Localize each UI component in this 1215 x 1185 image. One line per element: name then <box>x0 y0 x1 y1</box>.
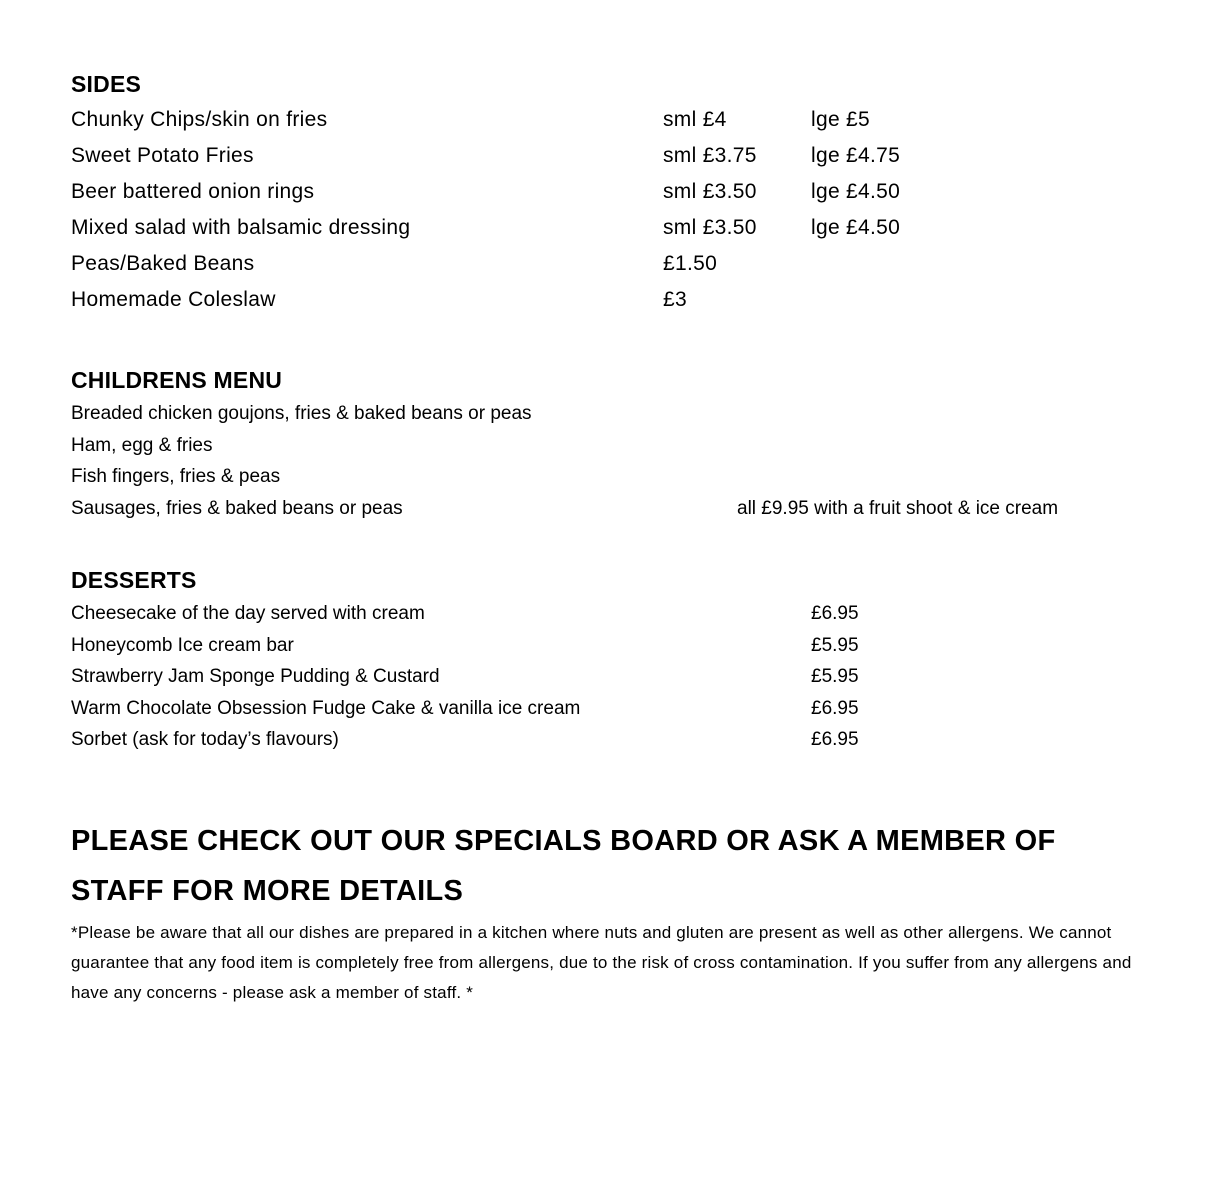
side-item <box>71 102 1161 138</box>
dessert-item-name: Sorbet (ask for today’s flavours) <box>71 729 339 750</box>
side-item-name: Mixed salad with balsamic dressing <box>71 216 411 239</box>
childrens-menu-item <box>71 398 1161 430</box>
side-item-name: Peas/Baked Beans <box>71 252 255 275</box>
dessert-item-name: Honeycomb Ice cream bar <box>71 634 294 656</box>
side-item <box>71 174 1161 210</box>
side-item-name: Sweet Potato Fries <box>71 144 254 167</box>
side-item-price-small: sml £3.50 <box>663 216 757 239</box>
side-item-price-large: lge £5 <box>811 108 871 131</box>
side-item <box>71 282 1161 318</box>
dessert-item <box>71 661 1161 693</box>
side-item-name: Homemade Coleslaw <box>71 288 276 311</box>
side-item-price-large: lge £4.50 <box>811 216 901 239</box>
dessert-item-price: £5.95 <box>811 666 859 687</box>
childrens-menu-item-name: Sausages, fries & baked beans or peas <box>71 497 403 519</box>
childrens-menu-item <box>71 461 1161 493</box>
side-item <box>71 246 1161 282</box>
dessert-item <box>71 598 1161 630</box>
childrens-menu-item <box>71 430 1161 462</box>
desserts-section <box>71 562 1161 756</box>
dessert-item-name: Cheesecake of the day served with cream <box>71 603 425 624</box>
childrens-menu-item-name: Ham, egg & fries <box>71 434 213 456</box>
dessert-item-price: £5.95 <box>811 634 859 656</box>
dessert-item <box>71 724 1161 756</box>
side-item-name: Chunky Chips/skin on fries <box>71 108 328 131</box>
dessert-item-price: £6.95 <box>811 729 859 750</box>
specials-notice: PLEASE CHECK OUT OUR SPECIALS BOARD OR ASK A MEMBER OF STAFF FOR MORE DETAILS <box>71 824 1056 907</box>
side-item-price-small: sml £3.50 <box>663 180 757 203</box>
side-item <box>71 138 1161 174</box>
dessert-item <box>71 630 1161 662</box>
side-item-price-large: lge £4.50 <box>811 180 901 203</box>
childrens-menu-section <box>71 362 1161 524</box>
dessert-item-name: Strawberry Jam Sponge Pudding & Custard <box>71 666 440 687</box>
childrens-menu-item-name: Breaded chicken goujons, fries & baked beans or peas <box>71 403 532 424</box>
side-item-name: Beer battered onion rings <box>71 180 315 203</box>
side-item-price: £3 <box>663 288 687 311</box>
side-item-price: £1.50 <box>663 252 718 275</box>
side-item-price-small: sml £4 <box>663 108 727 131</box>
dessert-item-price: £6.95 <box>811 697 859 719</box>
childrens-menu-item <box>71 493 1161 525</box>
desserts-heading: DESSERTS <box>71 567 197 593</box>
side-item-price-large: lge £4.75 <box>811 144 901 167</box>
childrens-menu-price-note: all £9.95 with a fruit shoot & ice cream <box>737 497 1059 519</box>
sides-heading: SIDES <box>71 71 142 97</box>
menu-page <box>71 66 1161 1008</box>
sides-section <box>71 66 1161 318</box>
side-item <box>71 210 1161 246</box>
dessert-item <box>71 693 1161 725</box>
dessert-item-name: Warm Chocolate Obsession Fudge Cake & vanilla ice cream <box>71 697 581 719</box>
side-item-price-small: sml £3.75 <box>663 144 757 167</box>
childrens-menu-item-name: Fish fingers, fries & peas <box>71 466 281 487</box>
dessert-item-price: £6.95 <box>811 603 859 624</box>
allergen-notice: *Please be aware that all our dishes are prepared in a kitchen where nuts and gluten are present as well as other allergens. We cannot guarantee that any food item is completely free from allergens, due to the risk of cross contamination. If you suffer from any allergens and have any concerns - please ask a member of staff. * <box>71 922 1132 1002</box>
childrens-menu-heading: CHILDRENS MENU <box>71 367 283 393</box>
